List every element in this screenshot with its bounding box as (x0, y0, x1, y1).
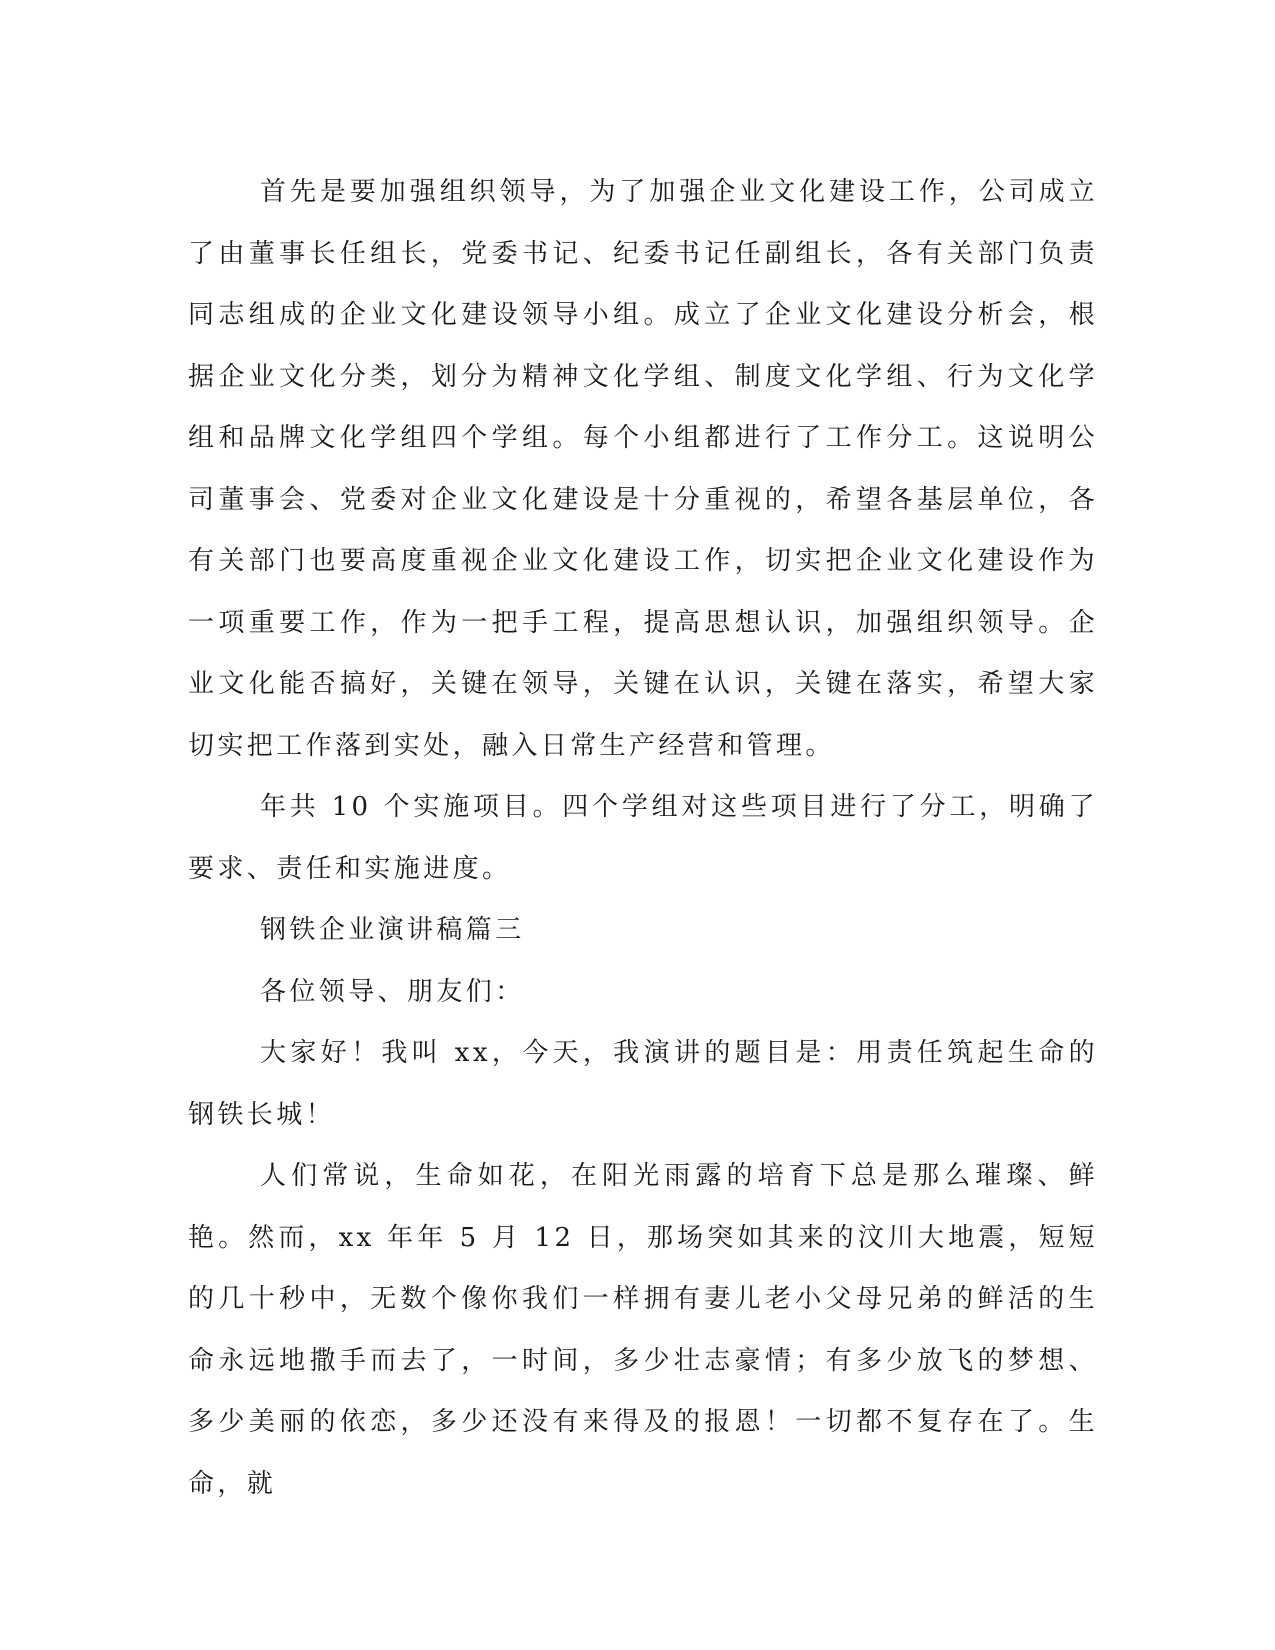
section-heading: 钢铁企业演讲稿篇三 (260, 915, 525, 945)
salutation: 各位领导、朋友们： (260, 976, 525, 1007)
paragraph-introduction: 大家好！我叫 xx，今天，我演讲的题目是：用责任筑起生命的钢铁长城！ (188, 1038, 1098, 1130)
document-body (188, 162, 1098, 1515)
paragraph-organization-leadership: 首先是要加强组织领导，为了加强企业文化建设工作，公司成立了由董事长任组长，党委书记、纪委书记任副组长，各有关部门负责同志组成的企业文化建设领导小组。成立了企业文化建设分析会，根据企业文化分类，划分为精神文化学组、制度文化学组、行为文化学组和品牌文化学组四个学组。每个小组都进行了工作分工。这说明公司董事会、党委对企业文化建设是十分重视的，希望各基层单位，各有关部门也要高度重视企业文化建设工作，切实把企业文化建设作为一项重要工作，作为一把手工程，提高思想认识，加强组织领导。企业文化能否搞好，关键在领导，关键在认识，关键在落实，希望大家切实把工作落到实处，融入日常生产经营和管理。 (188, 177, 1098, 761)
paragraph-implementation-projects: 年共 10 个实施项目。四个学组对这些项目进行了分工，明确了要求、责任和实施进度。 (188, 792, 1098, 884)
paragraph-earthquake: 人们常说，生命如花，在阳光雨露的培育下总是那么璀璨、鲜艳。然而，xx 年年 5 月 12 日，那场突如其来的汶川大地震，短短的几十秒中，无数个像你我们一样拥有妻儿老小父母兄弟的鲜活的生命永远地撒手而去了，一时间，多少壮志豪情；有多少放飞的梦想、多少美丽的依恋，多少还没有来得及的报恩！一切都不复存在了。生命，就 (188, 1161, 1098, 1499)
